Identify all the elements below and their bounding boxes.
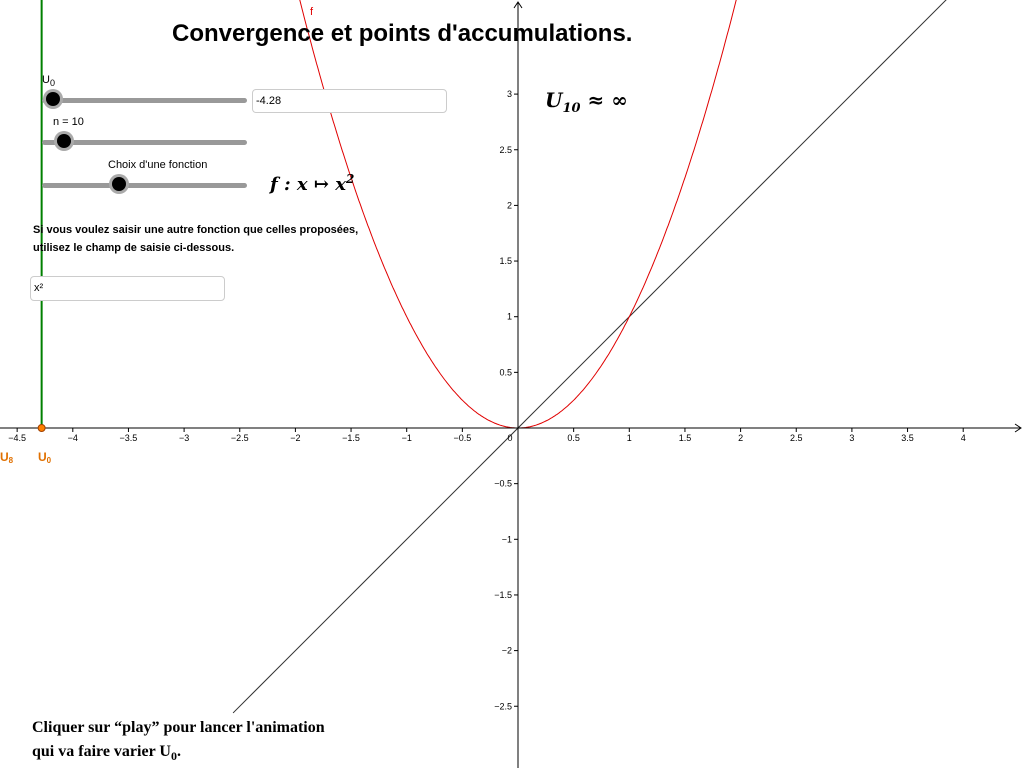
slider-function-handle[interactable] [112,177,126,191]
u0-value-input[interactable]: -4.28 [252,89,447,113]
instruction-line-2: qui va faire varier $U_0$. [32,743,181,764]
x-tick-label: −2 [290,433,301,443]
slider-u0-label: $U_0$ [42,74,55,89]
slider-u0[interactable] [42,85,247,115]
x-tick-label: 2 [738,433,744,443]
y-tick-label: −2.5 [494,701,512,712]
slider-function[interactable] [42,170,247,200]
x-tick-label: −3.5 [119,433,138,443]
x-tick-label: −3 [178,433,190,443]
x-tick-label: −2.5 [230,433,249,443]
x-tick-label: −0.5 [453,433,472,443]
x-tick-label: 3 [849,433,855,443]
y-tick-label: −1.5 [494,589,512,600]
y-tick-label: 1 [506,311,512,322]
x-tick-label: 0.5 [567,433,580,443]
x-tick-label: −1 [401,433,412,443]
x-tick-label: −1.5 [342,433,360,443]
point-label-u8: U8 [0,450,14,465]
parabola-path [295,0,739,428]
y-tick-label: 3 [506,89,512,100]
x-tick-labels [8,428,965,443]
limit-text: $U_{10}$ ≈ ∞ [545,88,628,116]
y-tick-label: −0.5 [494,478,512,489]
curve-label: f [310,6,314,18]
y-tick-label: 2.5 [499,144,512,155]
x-tick-label: 1.5 [678,433,692,443]
slider-function-label: Choix d'une fonction [108,159,208,171]
y-tick-label: −2 [501,645,512,656]
page-title: Convergence et points d'accumulations. [172,20,633,47]
x-tick-label: −4 [67,433,78,443]
point-u0[interactable] [38,425,45,432]
instruction-text [32,716,325,768]
y-tick-label: 2 [506,200,512,211]
x-tick-label: 2.5 [789,433,803,443]
y-tick-labels [494,89,518,711]
slider-n-label: n = 10 [53,116,84,128]
x-tick-label: 3.5 [901,433,914,443]
y-tick-label: 0.5 [499,367,512,378]
info-line-2: utilisez le champ de saisie ci-dessous. [33,242,235,254]
slider-n-handle[interactable] [57,134,71,148]
function-curve [295,0,739,428]
slider-function-track [42,183,247,188]
info-line-1: Si vous voulez saisir une autre fonction que celles proposées, [33,224,359,236]
y-tick-label: 1.5 [499,256,512,267]
function-definition: f : x ↦ $x^2$ [270,172,355,195]
x-tick-label: 0 [507,433,513,443]
function-input[interactable]: x² [30,276,225,301]
y-tick-label: −1 [501,534,512,545]
info-text [33,221,358,257]
slider-u0-handle[interactable] [46,92,60,106]
x-tick-label: 4 [960,433,966,443]
point-label-u0: U0 [38,450,52,465]
slider-u0-track [42,98,247,103]
x-tick-label: 1 [626,433,632,443]
x-tick-label: −4.5 [8,433,27,443]
slider-n-track [42,140,247,145]
instruction-line-1: Cliquer sur “play” pour lancer l'animation [32,719,325,736]
slider-n[interactable] [42,127,247,157]
